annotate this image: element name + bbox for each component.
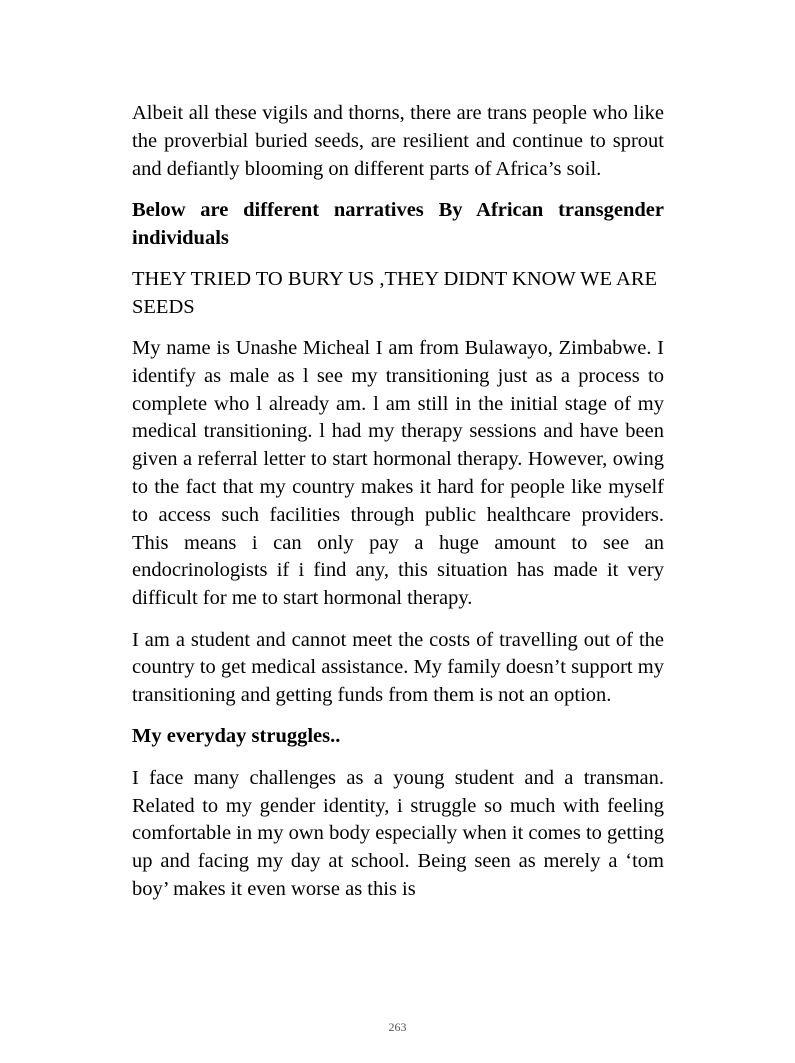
narrative-title: THEY TRIED TO BURY US ,THEY DIDNT KNOW WE ARE SEEDS [132, 267, 658, 318]
section-heading-struggles: My everyday struggles.. [132, 725, 341, 748]
paragraph-student-costs: I am a student and cannot meet the costs of travelling out of the country to get medical assistance. My family doesn’t support my transitioning and getting funds from them is not an option. [132, 628, 664, 707]
document-body [132, 100, 664, 917]
paragraph-intro: Albeit all these vigils and thorns, there are trans people who like the proverbial buried seeds, are resilient and continue to sprout and defiantly blooming on different parts of Africa’s soil. [132, 102, 664, 180]
paragraph-introduction-unashe: My name is Unashe Micheal I am from Bulawayo, Zimbabwe. I identify as male as l see my transitioning just as a process to complete who l already am. l am still in the initial stage of my medical transitioning. l had my therapy sessions and have been given a referral letter to start hormonal therapy. However, owing to the fact that my country makes it hard for people like myself to access such facilities through public healthcare providers. This means i can only pay a huge amount to see an endocrinologists if i find any, this situation has made it very difficult for me to start hormonal therapy. [132, 337, 664, 610]
page-number: 263 [388, 1020, 407, 1034]
section-heading-narratives: Below are different narratives By African transgender individuals [132, 198, 664, 249]
paragraph-challenges: I face many challenges as a young student and a transman. Related to my gender identity, i struggle so much with feeling comfortable in my own body especially when it comes to getting up and facing my day at school. Being seen as merely a ‘tom boy’ makes it even worse as this is [132, 766, 664, 900]
